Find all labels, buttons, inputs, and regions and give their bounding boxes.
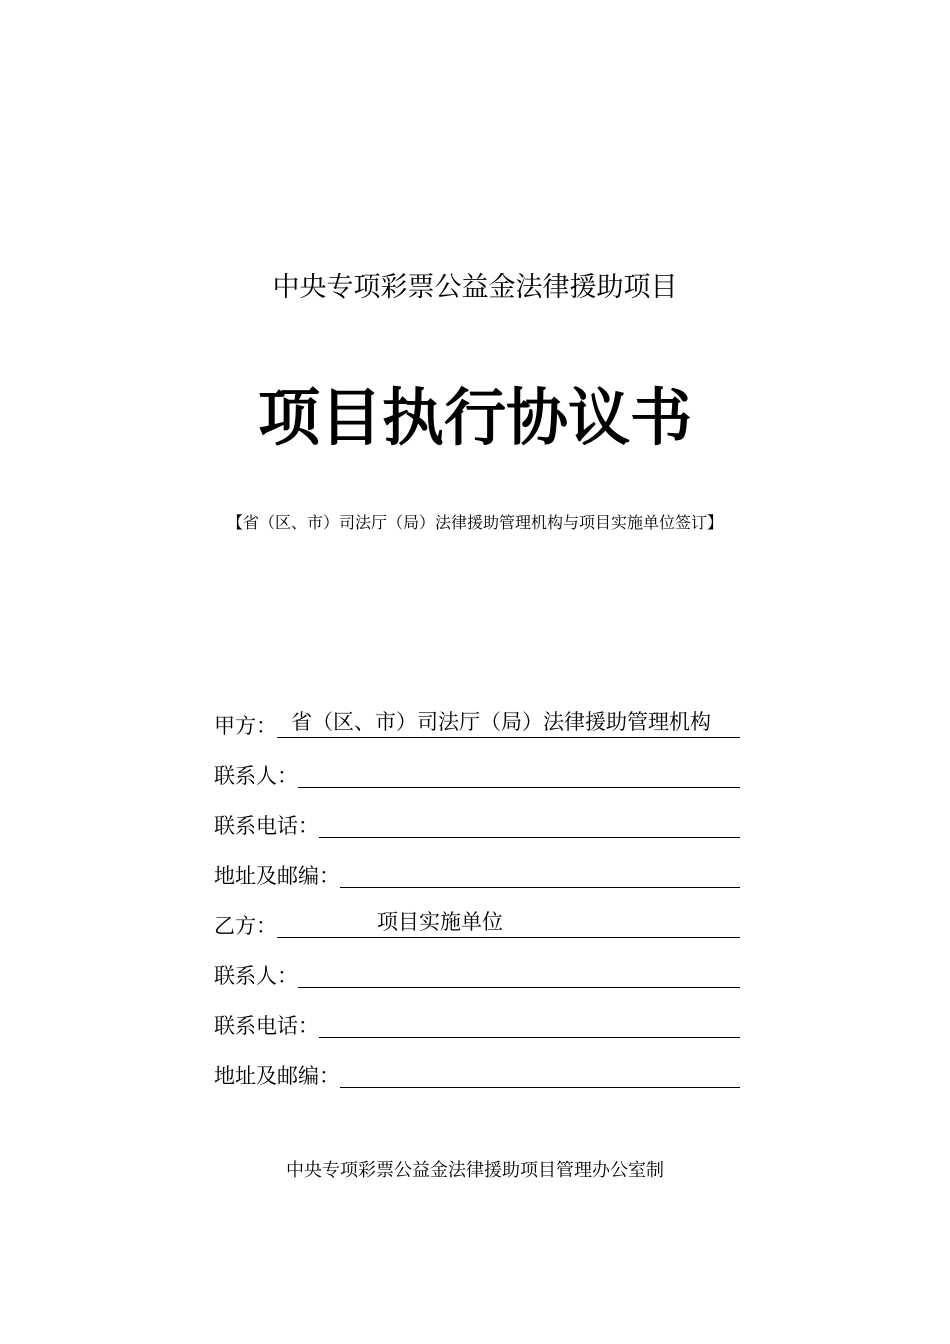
party-a-address-label: 地址及邮编： (214, 864, 340, 888)
party-b-phone-row (214, 992, 740, 1042)
party-b-field[interactable]: 项目实施单位 (277, 907, 740, 938)
party-a-phone-label: 联系电话： (214, 814, 319, 838)
party-a-contact-label: 联系人： (214, 764, 298, 788)
party-b-contact-field[interactable] (298, 957, 740, 988)
party-b-label: 乙方： (214, 914, 277, 938)
party-b-contact-row (214, 942, 740, 992)
document-title: 项目执行协议书 (257, 381, 692, 454)
party-b-address-field[interactable] (340, 1057, 740, 1088)
party-a-address-row (214, 842, 740, 892)
party-a-contact-field[interactable] (298, 757, 740, 788)
party-a-row (214, 692, 740, 742)
party-b-address-label: 地址及邮编： (214, 1064, 340, 1088)
party-a-contact-row (214, 742, 740, 792)
party-b-contact-label: 联系人： (214, 964, 298, 988)
party-a-label: 甲方： (214, 714, 277, 738)
issuer-footer: 中央专项彩票公益金法律援助项目管理办公室制 (286, 1160, 664, 1181)
party-b-phone-label: 联系电话： (214, 1014, 319, 1038)
party-a-field[interactable]: 省（区、市）司法厅（局）法律援助管理机构 (277, 707, 740, 738)
party-a-address-field[interactable] (340, 857, 740, 888)
project-subtitle: 中央专项彩票公益金法律援助项目 (272, 272, 678, 303)
party-a-phone-field[interactable] (319, 807, 740, 838)
signing-note: 【省（区、市）司法厅（局）法律援助管理机构与项目实施单位签订】 (226, 513, 723, 532)
party-b-phone-field[interactable] (319, 1007, 740, 1038)
party-b-row (214, 892, 740, 942)
party-b-address-row (214, 1042, 740, 1092)
party-info-form (214, 692, 740, 1092)
party-a-phone-row (214, 792, 740, 842)
